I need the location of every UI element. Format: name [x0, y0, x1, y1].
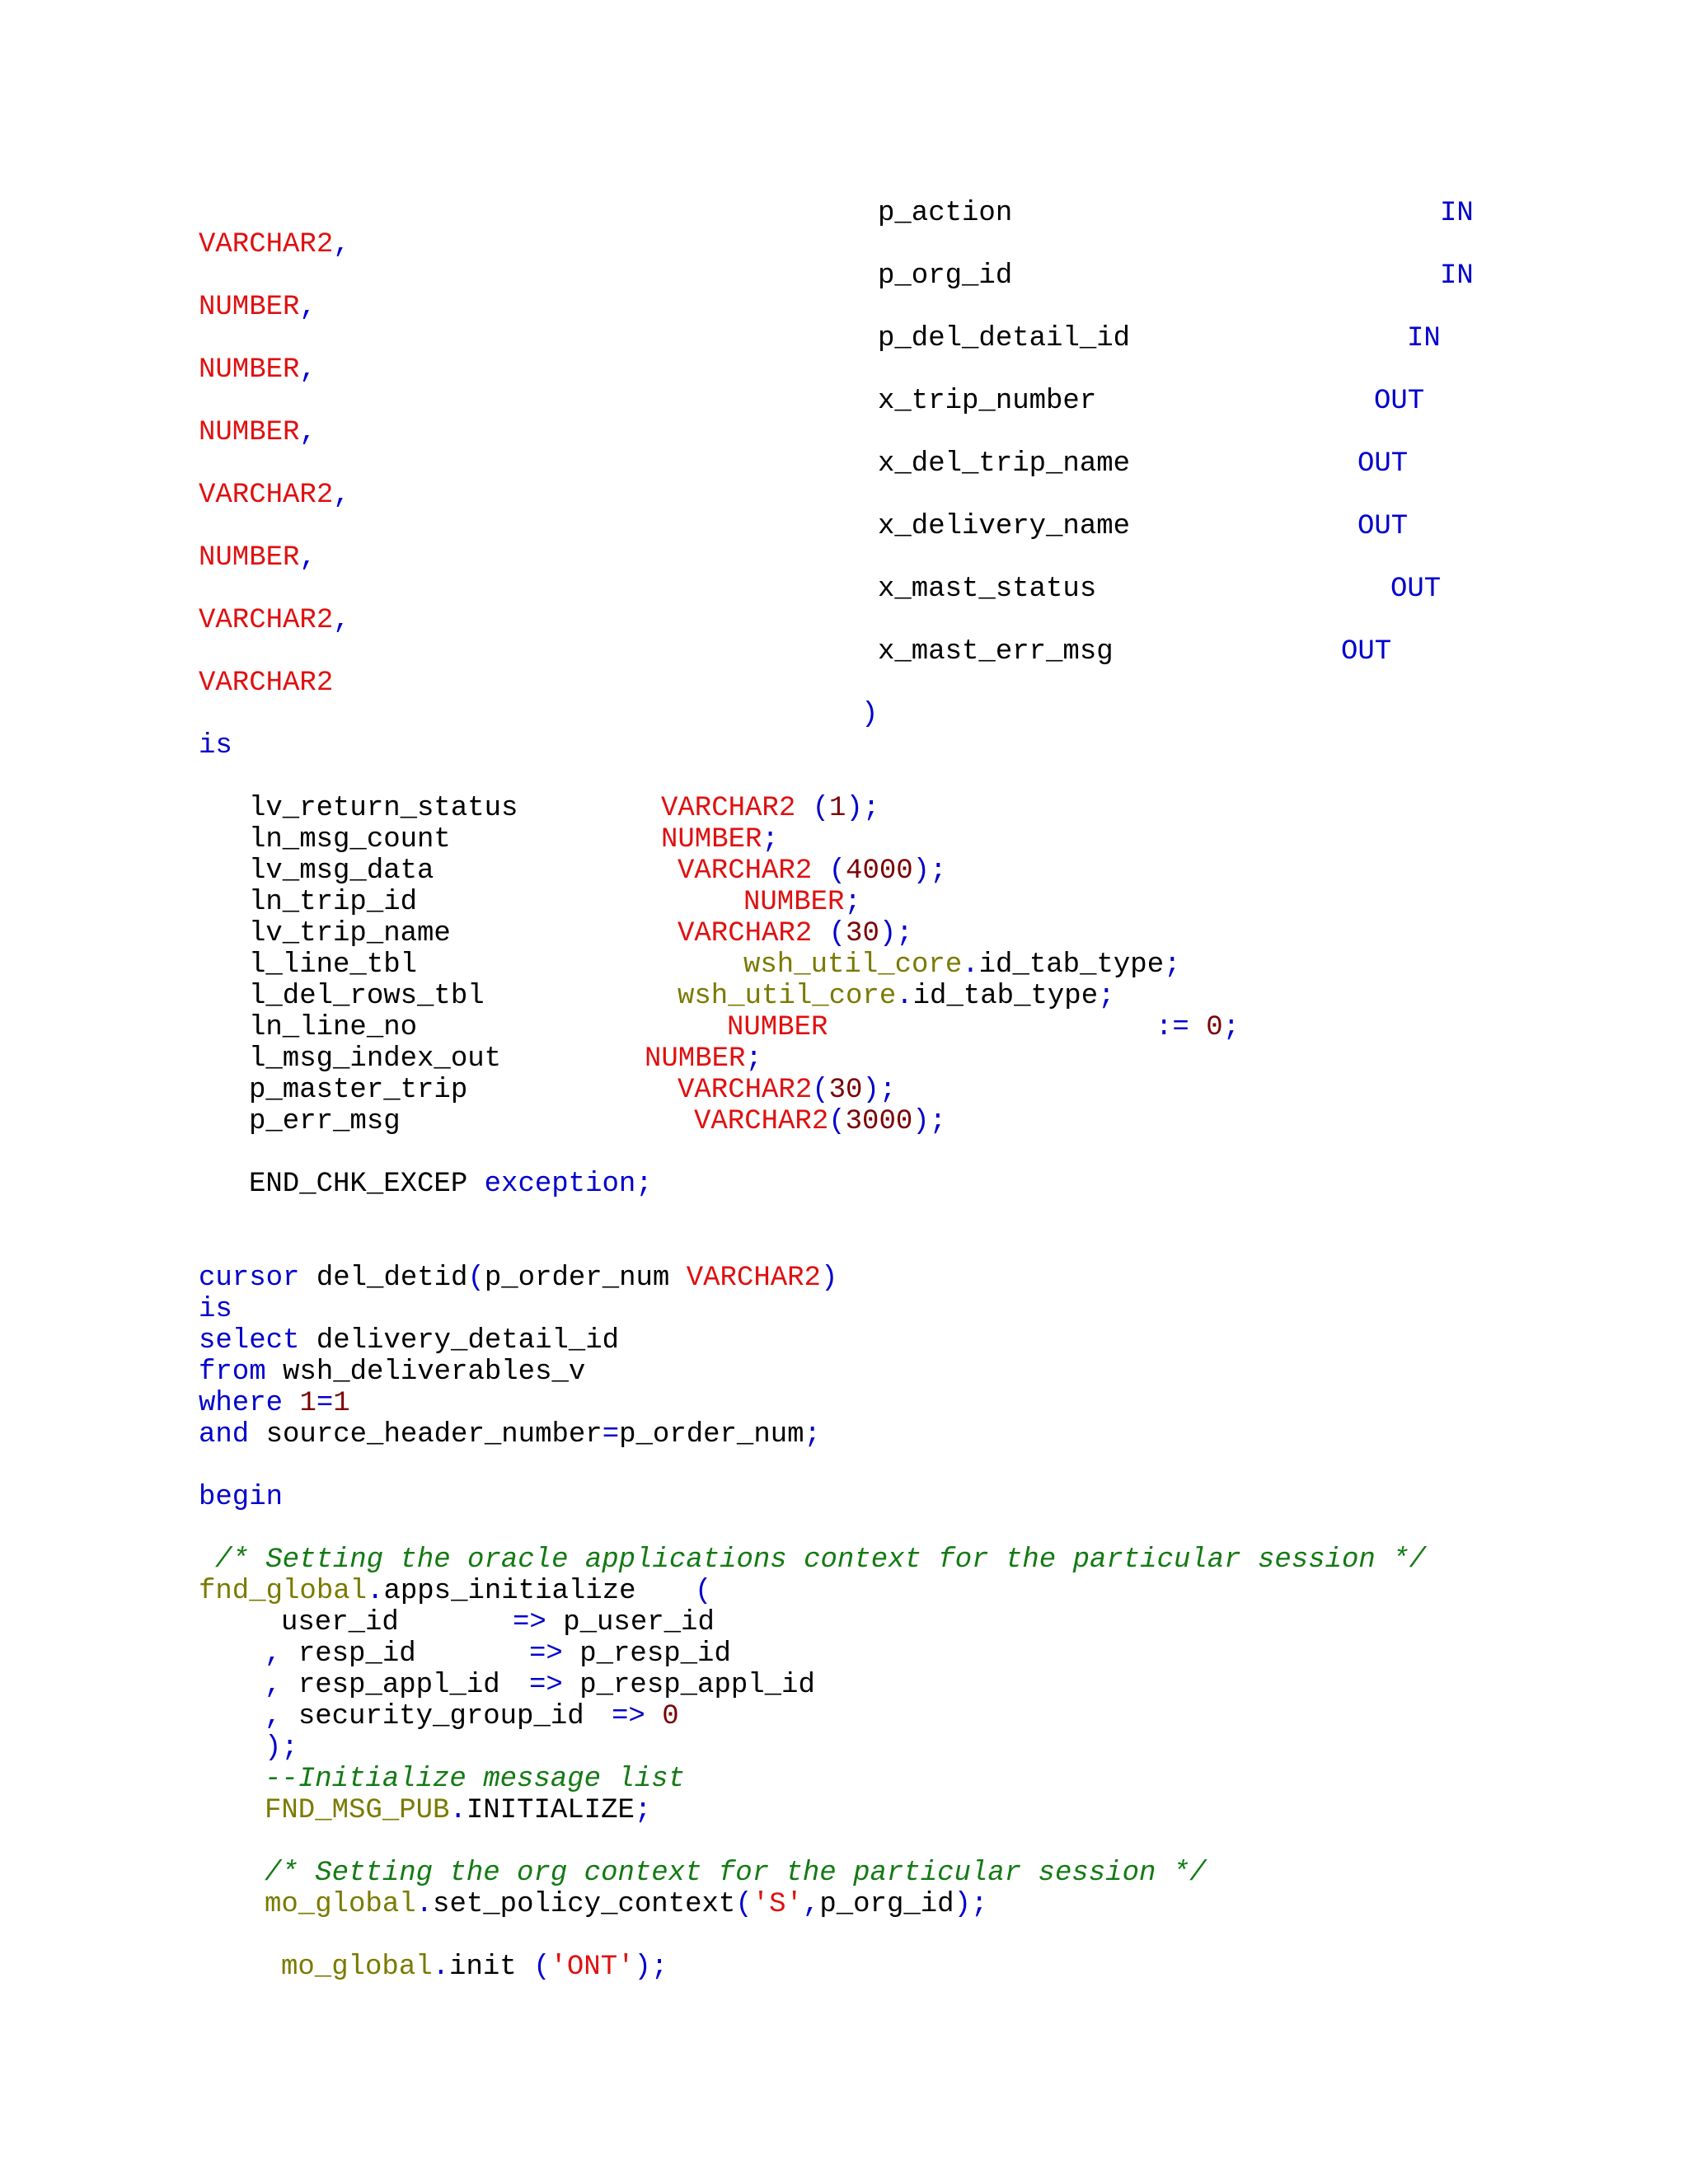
decl-size: 30 [828, 1075, 863, 1106]
arg-value: p_resp_appl_id [579, 1670, 815, 1701]
decl-name: p_err_msg [249, 1106, 401, 1137]
moinit-close: ); [634, 1952, 668, 1983]
msg-dot: . [449, 1795, 467, 1826]
decl-close: ; [844, 887, 861, 918]
param-direction: OUT [1341, 636, 1392, 668]
decl-close: ; [1164, 949, 1181, 981]
param-type: VARCHAR2 [199, 480, 334, 511]
from-line [199, 1357, 585, 1388]
arg-comma: , [265, 1701, 282, 1732]
decl-type: NUMBER [743, 887, 845, 918]
cursor-param-type: VARCHAR2 [686, 1263, 821, 1294]
param-name: x_del_trip_name [878, 448, 1131, 480]
param-direction: OUT [1357, 448, 1409, 480]
where-keyword: where [199, 1388, 284, 1419]
exception-keyword: exception [484, 1169, 636, 1200]
arg-arrow: => [513, 1607, 546, 1638]
decl-name: lv_trip_name [249, 918, 451, 949]
decl-size: 1 [829, 793, 846, 824]
decl-close: ); [862, 1075, 897, 1106]
decl-type-line [694, 1106, 946, 1137]
apps-dot: . [367, 1576, 384, 1607]
decl-open: ( [812, 1075, 829, 1106]
decl-type: VARCHAR2 [678, 855, 813, 887]
and-value: p_order_num [619, 1419, 804, 1451]
set-policy-context-line [265, 1889, 987, 1920]
param-direction: IN [1440, 198, 1474, 229]
msg-package: FND_MSG_PUB [265, 1795, 450, 1826]
decl-name: l_line_tbl [249, 949, 418, 981]
is-keyword: is [199, 730, 232, 762]
param-name: x_delivery_name [878, 511, 1131, 542]
select-keyword: select [199, 1325, 300, 1357]
decl-type: NUMBER [727, 1012, 828, 1043]
decl-close: ; [762, 824, 779, 855]
arg-value-line [612, 1701, 679, 1732]
begin-keyword: begin [199, 1482, 284, 1513]
param-type-line [199, 292, 316, 323]
arg-name: security_group_id [298, 1701, 584, 1732]
decl-name: l_msg_index_out [249, 1043, 502, 1075]
param-type-line [199, 480, 350, 511]
decl-open: ( [812, 918, 846, 949]
arg-name: user_id [281, 1607, 399, 1638]
decl-type: VARCHAR2 [678, 918, 813, 949]
param-type: NUMBER [199, 354, 300, 386]
param-name: p_org_id [878, 260, 1013, 292]
policy-comma: , [802, 1889, 820, 1920]
param-type: VARCHAR2 [199, 605, 334, 636]
decl-type: VARCHAR2 [678, 1075, 813, 1106]
param-name: x_mast_err_msg [878, 636, 1114, 668]
param-type-line [199, 668, 333, 699]
decl-type-line [678, 1075, 896, 1106]
arg-name-line [265, 1701, 584, 1732]
arg-value-line [513, 1607, 715, 1638]
param-direction: OUT [1357, 511, 1409, 542]
decl-close: ; [745, 1043, 762, 1075]
decl-close: ); [879, 918, 913, 949]
param-separator: , [333, 605, 350, 636]
decl-name: lv_msg_data [249, 855, 434, 887]
decl-dot: . [962, 949, 979, 981]
decl-open: ( [795, 793, 830, 824]
arg-value-line [529, 1670, 815, 1701]
policy-arg: p_org_id [819, 1889, 954, 1920]
arg-name-line [265, 1670, 500, 1701]
comment-apps-context: /* Setting the oracle applications context for the particular session */ [215, 1544, 1427, 1576]
decl-name: ln_msg_count [249, 824, 451, 855]
policy-string: 'S' [752, 1889, 803, 1920]
param-separator: , [299, 542, 316, 574]
decl-type-line [661, 793, 879, 824]
decl-member: id_tab_type [978, 949, 1165, 981]
cursor-name: del_detid [316, 1263, 468, 1294]
cursor-open: ( [467, 1263, 485, 1294]
param-separator: , [299, 292, 316, 323]
policy-procedure: set_policy_context [433, 1889, 736, 1920]
arg-value-line [529, 1638, 731, 1670]
decl-type-line [743, 949, 1181, 981]
decl-name: ln_trip_id [249, 887, 418, 918]
arg-comma: , [265, 1670, 282, 1701]
decl-dot: . [896, 981, 913, 1012]
msg-procedure: INITIALIZE [466, 1795, 635, 1826]
cursor-line [199, 1263, 837, 1294]
decl-name: ln_line_no [249, 1012, 418, 1043]
cursor-param: p_order_num [484, 1263, 670, 1294]
arg-name-line [265, 1638, 416, 1670]
param-type: VARCHAR2 [199, 229, 334, 260]
arg-arrow: => [529, 1638, 563, 1670]
decl-type: NUMBER [661, 824, 762, 855]
moinit-dot: . [432, 1952, 450, 1983]
and-keyword: and [199, 1419, 250, 1451]
param-type: NUMBER [199, 417, 300, 448]
decl-type: VARCHAR2 [694, 1106, 829, 1137]
arg-value: p_resp_id [579, 1638, 731, 1670]
decl-type: NUMBER [645, 1043, 746, 1075]
arg-arrow: => [529, 1670, 563, 1701]
param-type: VARCHAR2 [199, 668, 334, 699]
decl-default: 0 [1206, 1012, 1223, 1043]
moinit-string: 'ONT' [550, 1952, 635, 1983]
decl-type-line [678, 981, 1115, 1012]
param-separator: , [299, 417, 316, 448]
decl-type-line [678, 918, 913, 949]
msg-initialize-line [265, 1795, 651, 1826]
decl-package: wsh_util_core [678, 981, 897, 1012]
cursor-is-keyword: is [199, 1294, 232, 1325]
close-paren: ) [861, 699, 879, 730]
param-type: NUMBER [199, 542, 300, 574]
decl-size: 3000 [845, 1106, 913, 1137]
decl-member: id_tab_type [912, 981, 1099, 1012]
param-type-line [199, 229, 350, 260]
param-type-line [199, 605, 350, 636]
param-type-line [199, 417, 316, 448]
decl-close: ; [1222, 1012, 1240, 1043]
where-lhs: 1 [299, 1388, 316, 1419]
where-rhs: 1 [333, 1388, 350, 1419]
policy-dot: . [415, 1889, 434, 1920]
exception-name: END_CHK_EXCEP [249, 1169, 468, 1200]
moinit-procedure: init [449, 1952, 517, 1983]
param-separator: , [333, 480, 350, 511]
moinit-package: mo_global [281, 1952, 433, 1983]
policy-package: mo_global [265, 1889, 416, 1920]
arg-comma: , [265, 1638, 282, 1670]
apps-package: fnd_global [199, 1576, 368, 1607]
apps-close-paren: ); [265, 1732, 298, 1764]
arg-value: 0 [662, 1701, 679, 1732]
param-name: p_del_detail_id [878, 323, 1131, 354]
param-type: NUMBER [199, 292, 300, 323]
from-table: wsh_deliverables_v [283, 1357, 586, 1388]
decl-close: ); [912, 855, 947, 887]
where-line [199, 1388, 350, 1419]
exception-declaration [249, 1169, 653, 1200]
arg-name: resp_id [298, 1638, 416, 1670]
decl-type: VARCHAR2 [661, 793, 796, 824]
decl-type-line [743, 887, 861, 918]
comment-init-msg: --Initialize message list [265, 1764, 686, 1795]
decl-assign: := [1156, 1012, 1189, 1043]
decl-close: ); [912, 1106, 947, 1137]
mo-init-line [281, 1952, 668, 1983]
param-name: x_trip_number [878, 386, 1097, 417]
param-type-line [199, 354, 316, 386]
policy-open: ( [735, 1889, 753, 1920]
param-name: x_mast_status [878, 574, 1097, 605]
decl-assign-line [1156, 1012, 1240, 1043]
and-semicolon: ; [804, 1419, 821, 1451]
and-column: source_header_number [265, 1419, 603, 1451]
and-equals: = [602, 1419, 620, 1451]
select-column: delivery_detail_id [316, 1325, 620, 1357]
apps-procedure: apps_initialize [383, 1576, 636, 1607]
policy-close: ); [954, 1889, 988, 1920]
exception-semicolon: ; [635, 1169, 653, 1200]
from-keyword: from [199, 1357, 266, 1388]
param-name: p_action [878, 198, 1013, 229]
param-separator: , [299, 354, 316, 386]
decl-type-line [661, 824, 779, 855]
decl-name: l_del_rows_tbl [249, 981, 485, 1012]
decl-open: ( [828, 1106, 846, 1137]
moinit-open: ( [516, 1952, 551, 1983]
apps-open-paren: ( [695, 1576, 712, 1607]
decl-close: ; [1098, 981, 1115, 1012]
decl-size: 4000 [846, 855, 913, 887]
select-line [199, 1325, 619, 1357]
decl-name: p_master_trip [249, 1075, 468, 1106]
apps-initialize-line [199, 1576, 636, 1607]
decl-size: 30 [846, 918, 879, 949]
cursor-close: ) [820, 1263, 838, 1294]
arg-name: resp_appl_id [298, 1670, 500, 1701]
param-type-line [199, 542, 316, 574]
decl-close: ); [846, 793, 880, 824]
and-line [199, 1419, 821, 1451]
decl-name: lv_return_status [249, 793, 518, 824]
decl-package: wsh_util_core [743, 949, 963, 981]
param-direction: OUT [1390, 574, 1442, 605]
param-direction: IN [1440, 260, 1474, 292]
arg-value: p_user_id [563, 1607, 715, 1638]
decl-open: ( [812, 855, 846, 887]
param-separator: , [333, 229, 350, 260]
arg-arrow: => [612, 1701, 645, 1732]
param-direction: OUT [1374, 386, 1425, 417]
decl-type-line [678, 855, 946, 887]
where-equals: = [316, 1388, 334, 1419]
param-direction: IN [1407, 323, 1441, 354]
decl-type-line [645, 1043, 762, 1075]
cursor-keyword: cursor [199, 1263, 300, 1294]
comment-org-context: /* Setting the org context for the particular session */ [265, 1858, 1207, 1889]
msg-semicolon: ; [634, 1795, 652, 1826]
